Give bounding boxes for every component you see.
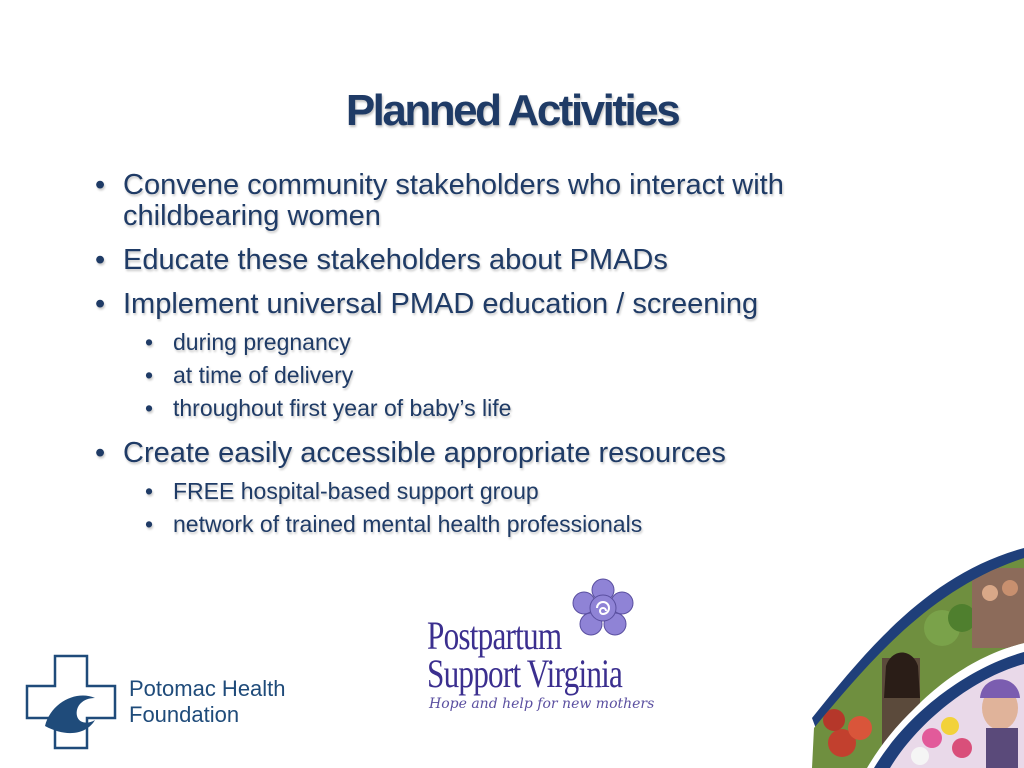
potomac-health-foundation-logo (25, 654, 295, 754)
list-item (95, 289, 915, 425)
bullet-icon: • (145, 362, 154, 388)
bullet-icon: • (95, 288, 106, 320)
bullet-list (95, 170, 915, 554)
sub-bullet-text: at time of delivery (173, 362, 354, 388)
bullet-text: Convene community stakeholders who interact with childbearing women (123, 169, 784, 232)
sub-bullet-text: FREE hospital-based support group (173, 478, 539, 504)
cross-wave-icon (25, 654, 117, 750)
sub-bullet-text: network of trained mental health professionals (173, 511, 643, 537)
sub-list-item (145, 508, 915, 541)
postpartum-support-virginia-logo (425, 578, 655, 723)
flower-icon (571, 578, 635, 638)
slide-title: Planned Activities (345, 86, 679, 135)
bullet-icon: • (95, 244, 106, 276)
bullet-icon: • (145, 395, 154, 421)
sub-list-item (145, 326, 915, 359)
sub-bullet-text: throughout first year of baby’s life (173, 395, 512, 421)
bullet-icon: • (95, 437, 106, 469)
psv-logo-line2: Support Virginia (427, 651, 623, 696)
list-item (95, 438, 915, 541)
bullet-icon: • (95, 169, 106, 201)
bullet-icon: • (145, 329, 154, 355)
bullet-text: Implement universal PMAD education / screening (123, 288, 759, 320)
psv-logo-tagline: Hope and help for new mothers (429, 696, 655, 712)
potomac-logo-line1: Potomac Health (129, 676, 286, 701)
bullet-icon: • (145, 511, 154, 537)
sub-list-item (145, 475, 915, 508)
list-item (95, 170, 915, 232)
list-item (95, 245, 915, 276)
sub-list-item (145, 359, 915, 392)
sub-list-item (145, 392, 915, 425)
sub-bullet-list (145, 326, 915, 425)
corner-photo-swoosh-decoration (812, 548, 1024, 768)
bullet-text: Create easily accessible appropriate resources (123, 437, 726, 469)
potomac-logo-text (129, 676, 286, 728)
sub-bullet-text: during pregnancy (173, 329, 351, 355)
bullet-icon: • (145, 478, 154, 504)
sub-bullet-list (145, 475, 915, 541)
bullet-text: Educate these stakeholders about PMADs (123, 244, 668, 276)
potomac-logo-line2: Foundation (129, 702, 240, 727)
psv-logo-line1: Postpartum (427, 613, 562, 658)
